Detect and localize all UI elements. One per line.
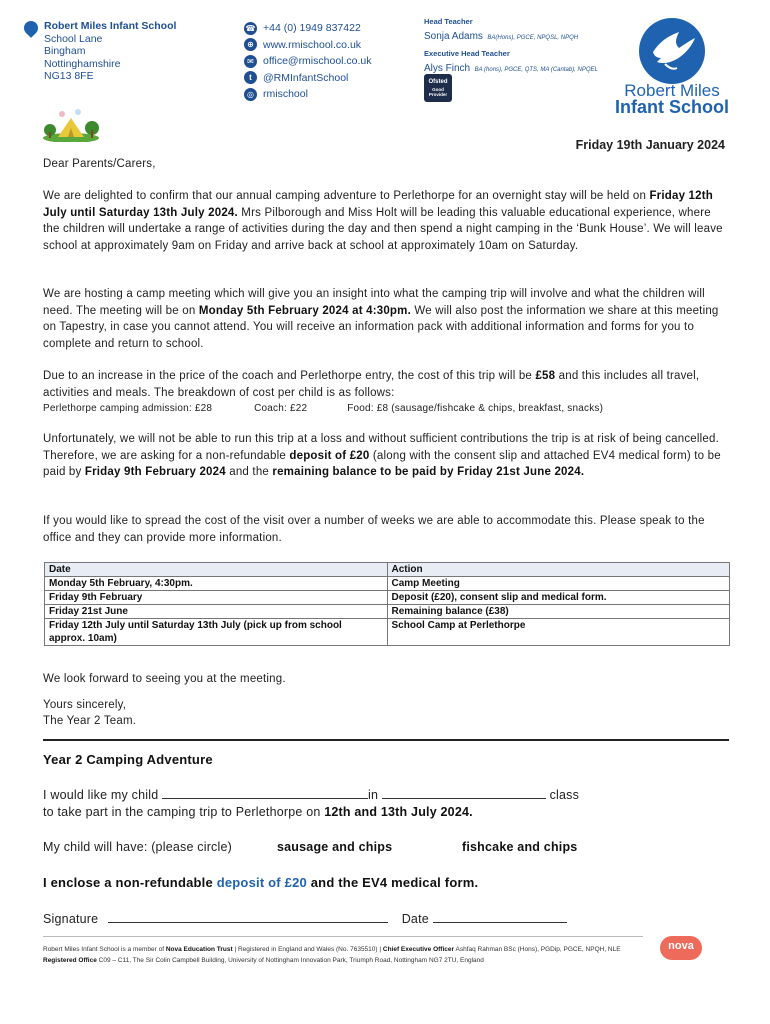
contact-instagram[interactable] [244, 86, 372, 103]
table-cell: Monday 5th February, 4:30pm. [45, 577, 388, 591]
slip-child-line [43, 787, 728, 804]
phone-text: +44 (0) 1949 837422 [263, 22, 361, 34]
schedule-table [44, 562, 730, 646]
text-span: in [368, 788, 379, 802]
footer-line-1 [43, 944, 643, 955]
trip-dates: Friday 12th July until Saturday 13th July 2024. [43, 190, 714, 219]
head-teacher-name: Sonja Adams [424, 31, 483, 42]
text-span: Unfortunately, we will not be able to run this trip at a loss and without sufficient contributions the trip is at risk of being cancelled. Therefore, we are asking for a non-refundable [43, 433, 719, 462]
text-span: Due to an increase in the price of the coach and Perlethorpe entry, the cost of this trip will be [43, 370, 536, 382]
footer [43, 944, 643, 966]
instagram-link[interactable]: rmischool [263, 88, 308, 100]
paragraph-spread-cost: If you would like to spread the cost of the visit over a number of weeks we are able to accommodate this. Please speak to the office and they can provide more information. [43, 515, 705, 544]
ofsted-provider: Provider [428, 92, 448, 97]
twitter-icon: t [244, 71, 257, 84]
address-line: School Lane [44, 32, 103, 45]
ofsted-grade: Good [432, 87, 444, 92]
closing-line: We look forward to seeing you at the meeting. [43, 673, 286, 685]
exec-head-name: Alys Finch [424, 63, 471, 74]
staff-block [424, 17, 598, 76]
meal-choice-label: My child will have: (please circle) [43, 840, 233, 854]
class-name-field[interactable] [382, 787, 546, 799]
head-teacher-role: Head Teacher [424, 17, 473, 26]
trip-dates: 12th and 13th July 2024. [324, 805, 473, 819]
meeting-date: Monday 5th February 2024 at 4:30pm. [198, 304, 411, 317]
salutation: Dear Parents/Carers, [43, 158, 156, 170]
table-cell: Friday 9th February [45, 591, 388, 605]
text-span: to take part in the camping trip to Perlethorpe on [43, 805, 325, 819]
registered-office-address: C09 – C11, The Sir Colin Campbell Building, University of Nottingham Innovation Park, Triumph Road, Nottingham NG7 2TU, England [96, 957, 484, 964]
slip-title: Year 2 Camping Adventure [43, 752, 213, 767]
registered-office-label: Registered Office [43, 957, 97, 964]
table-row [45, 605, 730, 619]
contact-phone [244, 20, 372, 37]
signature-label: Signature [43, 912, 99, 926]
text-span: I enclose a non-refundable [43, 875, 217, 890]
slip-trip-line [43, 804, 728, 821]
deposit-enclosure-line [43, 875, 728, 892]
table-row [45, 591, 730, 605]
school-address-block [44, 20, 176, 83]
paragraph-cost [43, 368, 728, 401]
text-span: and the EV4 medical form. [306, 875, 479, 890]
table-row [45, 619, 730, 646]
ofsted-label: Ofsted [428, 79, 448, 85]
date-label: Date [401, 912, 429, 926]
cost-coach: Coach: £22 [254, 403, 308, 414]
deposit-amount: deposit of £20 [289, 449, 370, 462]
cost-admission: Perlethorpe camping admission: £28 [43, 403, 213, 414]
contact-twitter[interactable] [244, 70, 372, 87]
paragraph-deposit [43, 431, 728, 481]
text-span: Robert Miles Infant School is a member of [43, 946, 166, 953]
footer-line-2 [43, 955, 643, 966]
text-span: I would like my child [43, 788, 159, 802]
dove-logo-icon [639, 18, 705, 84]
logo-line-2: Infant School [615, 97, 729, 117]
table-cell: Remaining balance (£38) [387, 605, 730, 619]
choice-fishcake-and-chips[interactable]: fishcake and chips [462, 840, 578, 854]
table-header-row [45, 563, 730, 577]
nova-trust-logo: nova [660, 936, 702, 960]
meal-choice-row [43, 839, 728, 856]
trip-cost: £58 [535, 370, 556, 382]
table-row [45, 577, 730, 591]
text-span: (along with the consent slip and attached EV4 medical form) to be paid by [43, 449, 721, 478]
phone-icon: ☎ [245, 23, 256, 33]
choice-sausage-and-chips[interactable]: sausage and chips [277, 840, 393, 854]
footer-divider [43, 936, 643, 937]
contact-web[interactable] [244, 37, 372, 54]
signature-row [43, 911, 728, 928]
table-cell: Camp Meeting [387, 577, 730, 591]
deposit-amount: deposit of £20 [216, 875, 307, 890]
text-span: We will also post the information we share at this meeting on Tapestry, in case you cannot attend. You will receive an information pack with additional information and forms for you to complete and return to school. [43, 304, 719, 350]
text-span: Mrs Pilborough and Miss Holt will be leading this valuable educational experience, where the children will undertake a range of activities during the day and then spend a night camping in the ‘Bunk House’. We will leave school at approximately 9am on Friday and arrive back at school at approximately 10am on Saturday. [43, 206, 723, 252]
deposit-deadline: Friday 9th February 2024 [84, 466, 226, 478]
ceo-name: Ashfaq Rahman BSc (Hons), PGDip, PGCE, NPQH, NLE [454, 946, 621, 953]
table-cell: Friday 21st June [45, 605, 388, 619]
address-line: Bingham [44, 45, 86, 57]
sign-off: Yours sincerely, [43, 699, 127, 711]
child-name-field[interactable] [162, 787, 368, 799]
text-span: and the [225, 466, 273, 478]
text-span: We are hosting a camp meeting which will give you an insight into what the camping trip will involve and what the children will need. The meeting will be on [43, 288, 705, 317]
column-header-date: Date [45, 563, 388, 577]
exec-head-role: Executive Head Teacher [424, 49, 510, 58]
ceo-label: Chief Executive Officer [382, 946, 455, 953]
text-span: and this includes all travel, activities and meals. The breakdown of cost per child is as follows: [43, 370, 700, 399]
balance-deadline: remaining balance to be paid by Friday 21st June 2024. [272, 466, 585, 478]
text-span: class [549, 788, 580, 802]
tent-illustration-icon [42, 108, 100, 147]
globe-icon: ⊕ [244, 38, 257, 51]
contact-email[interactable] [244, 53, 372, 70]
email-link[interactable]: office@rmischool.co.uk [263, 55, 372, 67]
date-field[interactable] [433, 911, 567, 923]
address-line: NG13 8FE [44, 70, 94, 82]
text-span: We are delighted to confirm that our annual camping adventure to Perlethorpe for an overnight stay will be held on [43, 190, 647, 202]
ofsted-badge [424, 74, 452, 102]
email-icon: ✉ [244, 55, 257, 68]
website-link[interactable]: www.rmischool.co.uk [263, 38, 362, 51]
trust-name: Nova Education Trust [165, 946, 233, 953]
text-span: | Registered in England and Wales (No. 7635510) | [232, 946, 383, 953]
table-cell: Deposit (£20), consent slip and medical form. [387, 591, 730, 605]
column-header-action: Action [387, 563, 730, 577]
table-cell: Friday 12th July until Saturday 13th July (pick up from school approx. 10am) [45, 619, 388, 646]
head-teacher-quals: BA(Hons), PGCE, NPQSL, NPQH [487, 35, 579, 41]
instagram-icon: ◎ [244, 88, 257, 101]
school-logo-text [612, 82, 732, 116]
twitter-link[interactable]: @RMInfantSchool [263, 71, 349, 84]
signature-field[interactable] [108, 911, 388, 923]
cost-food: Food: £8 (sausage/fishcake & chips, breakfast, snacks) [347, 403, 604, 414]
exec-head-quals: BA (hons), PGCE, QTS, MA (Cantab), NPQEL [474, 67, 598, 73]
sign-off-team: The Year 2 Team. [43, 715, 137, 727]
school-name: Robert Miles Infant School [44, 20, 177, 32]
cost-breakdown [43, 401, 728, 418]
table-cell: School Camp at Perlethorpe [387, 619, 730, 646]
paragraph-intro [43, 188, 728, 254]
letter-date: Friday 19th January 2024 [575, 138, 725, 152]
cut-line-divider [43, 739, 729, 741]
logo-line-1: Robert Miles [624, 81, 720, 100]
address-line: Nottinghamshire [44, 57, 121, 70]
location-pin-icon [21, 18, 41, 38]
paragraph-meeting [43, 286, 728, 352]
contact-list [244, 20, 372, 103]
